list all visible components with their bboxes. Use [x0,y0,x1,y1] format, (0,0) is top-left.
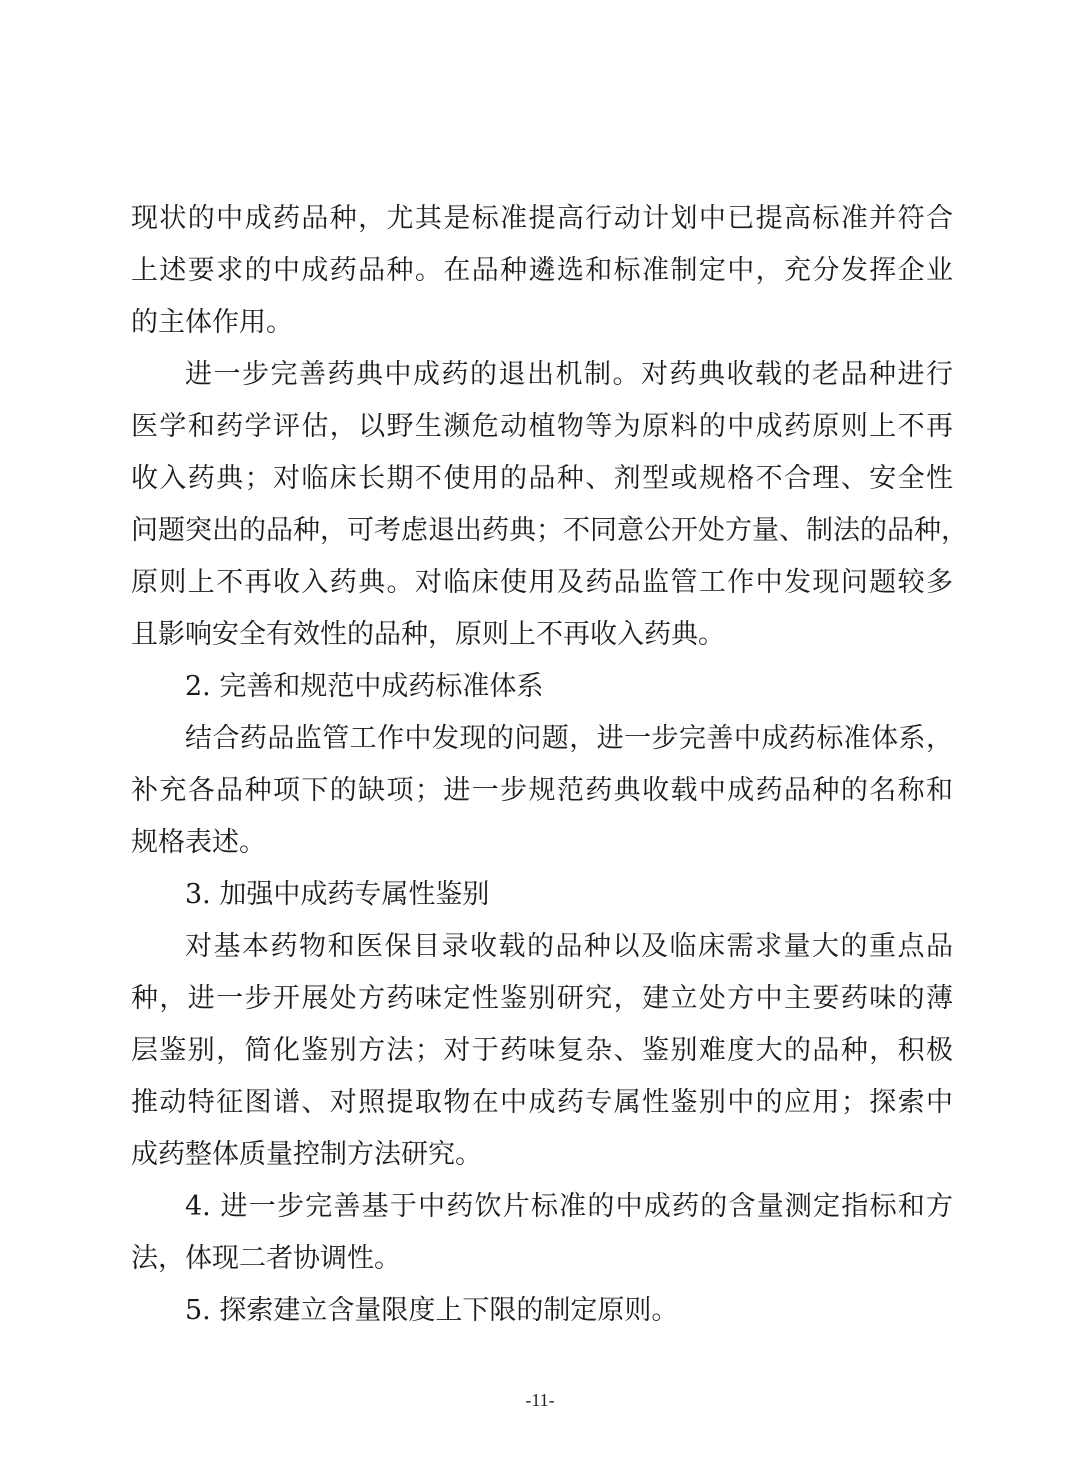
text-line: 上述要求的中成药品种。在品种遴选和标准制定中，充分发挥企业 [131,255,953,286]
text-line: 种，进一步开展处方药味定性鉴别研究，建立处方中主要药味的薄 [131,983,953,1014]
section-heading: 3. 加强中成药专属性鉴别 [185,879,490,910]
section-heading: 4. 进一步完善基于中药饮片标准的中成药的含量测定指标和方 [185,1191,953,1222]
paragraph-start-line: 对基本药物和医保目录收载的品种以及临床需求量大的重点品 [185,931,953,962]
text-line: 规格表述。 [131,827,266,858]
document-body [131,193,968,1337]
text-line: 收入药典；对临床长期不使用的品种、剂型或规格不合理、安全性 [131,463,953,494]
paragraph-start-line: 进一步完善药典中成药的退出机制。对药典收载的老品种进行 [185,359,953,390]
text-line: 原则上不再收入药典。对临床使用及药品监管工作中发现问题较多 [131,567,953,598]
text-line: 且影响安全有效性的品种，原则上不再收入药典。 [131,619,725,650]
section-heading: 2. 完善和规范中成药标准体系 [185,671,544,702]
paragraph-start-line: 结合药品监管工作中发现的问题，进一步完善中成药标准体系， [185,723,953,754]
text-line: 医学和药学评估，以野生濒危动植物等为原料的中成药原则上不再 [131,411,953,442]
text-line: 法，体现二者协调性。 [131,1243,401,1274]
text-line: 现状的中成药品种，尤其是标准提高行动计划中已提高标准并符合 [131,203,953,234]
text-line: 的主体作用。 [131,307,293,338]
text-line: 推动特征图谱、对照提取物在中成药专属性鉴别中的应用；探索中 [131,1087,953,1118]
text-line: 问题突出的品种，可考虑退出药典；不同意公开处方量、制法的品种， [131,515,968,546]
text-line: 成药整体质量控制方法研究。 [131,1139,482,1170]
section-heading: 5. 探索建立含量限度上下限的制定原则。 [185,1295,679,1326]
page-number: -11- [525,1390,555,1410]
text-line: 层鉴别，简化鉴别方法；对于药味复杂、鉴别难度大的品种，积极 [131,1035,953,1066]
text-line: 补充各品种项下的缺项；进一步规范药典收载中成药品种的名称和 [131,775,953,806]
